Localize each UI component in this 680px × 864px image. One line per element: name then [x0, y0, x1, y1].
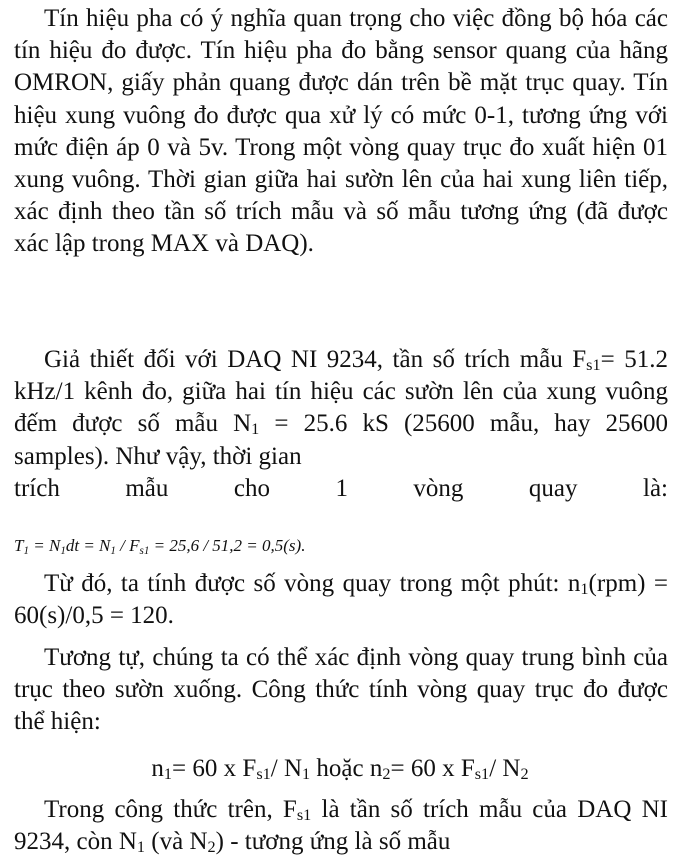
- subscript: s1: [474, 765, 490, 783]
- word: cho: [233, 474, 270, 502]
- text-segment: Từ đó, ta tính được số vòng quay trong một phút: n: [44, 570, 581, 597]
- word: là:: [643, 474, 668, 502]
- formula-part: / N: [270, 755, 303, 782]
- subscript: s1: [139, 545, 150, 557]
- formula-part: = 60 x F: [172, 755, 257, 782]
- formula-part: T: [14, 536, 24, 555]
- formula-part: / N: [489, 755, 521, 782]
- justified-last-line: [14, 473, 668, 505]
- text-segment: ) - tương ứng là số mẫu: [215, 828, 451, 856]
- text-segment: Trong công thức trên, F: [44, 796, 297, 823]
- word: quay: [528, 474, 578, 502]
- subscript: 1: [251, 420, 260, 439]
- formula-part: = 25,6 / 51,2 = 0,5(s).: [149, 536, 306, 555]
- paragraph-formula-explanation: [14, 794, 668, 858]
- formula-part: n: [151, 755, 164, 782]
- subscript: 1: [580, 580, 589, 598]
- word: 1: [335, 474, 348, 502]
- subscript: 1: [60, 545, 66, 557]
- subscript: s1: [586, 356, 601, 374]
- paragraph-falling-edge: Tương tự, chúng ta có thể xác định vòng quay trung bình của trục theo sườn xuống. Công thức tính vòng quay trục đo được thể hiện:: [14, 644, 668, 736]
- paragraph-rpm: [14, 568, 668, 632]
- subscript: 1: [23, 545, 29, 557]
- formula-part: = N: [29, 536, 61, 555]
- subscript: 2: [382, 765, 391, 783]
- subscript: 1: [110, 545, 116, 557]
- subscript: s1: [256, 765, 271, 783]
- subscript: 2: [520, 765, 529, 783]
- text-segment: = 51.2 kHz/1 kênh đo, giữa hai tín hiệu các sườn lên của xung vuông đếm được số mẫu N: [14, 346, 668, 438]
- formula-part: = 60 x F: [390, 755, 475, 782]
- formula-rpm-general: [0, 755, 680, 783]
- formula-period: [14, 536, 305, 556]
- subscript: 2: [207, 838, 216, 857]
- word: vòng: [413, 474, 464, 502]
- subscript: s1: [296, 806, 312, 824]
- subscript: 1: [136, 838, 146, 857]
- word: mẫu: [125, 474, 169, 502]
- text-segment: = 25.6 kS (25600 mẫu, hay 25600 samples). Như vậy, thời gian: [14, 410, 669, 470]
- formula-part: / F: [115, 536, 140, 555]
- formula-part: dt = N: [65, 536, 111, 555]
- formula-part: hoặc n: [310, 755, 383, 782]
- word: trích: [14, 474, 60, 502]
- text-segment: (rpm) = 60(s)/0,5 = 120.: [14, 570, 668, 630]
- paragraph-phase-signal: Tín hiệu pha có ý nghĩa quan trọng cho việc đồng bộ hóa các tín hiệu đo được. Tín hiệu pha đo bằng sensor quang của hãng OMRON, giấy phản quang được dán trên bề mặt trục quay. Tín hiệu xung vuông đo được qua xử lý có mức 0-1, tương ứng với mức điện áp 0 và 5v. Trong một vòng quay trục đo xuất hiện 01 xung vuông. Thời gian giữa hai sườn lên của hai xung liên tiếp, xác định theo tần số trích mẫu và số mẫu tương ứng (đã được xác lập trong MAX và DAQ).: [14, 5, 668, 258]
- subscript: 1: [163, 765, 173, 783]
- text-segment: (và N: [145, 828, 208, 856]
- text-segment: là tần số trích mẫu của DAQ NI 9234, còn N: [14, 796, 668, 856]
- paragraph-daq-assumption: [14, 344, 668, 505]
- text-segment: Giả thiết đối với DAQ NI 9234, tần số trích mẫu F: [44, 346, 587, 373]
- subscript: 1: [302, 765, 311, 783]
